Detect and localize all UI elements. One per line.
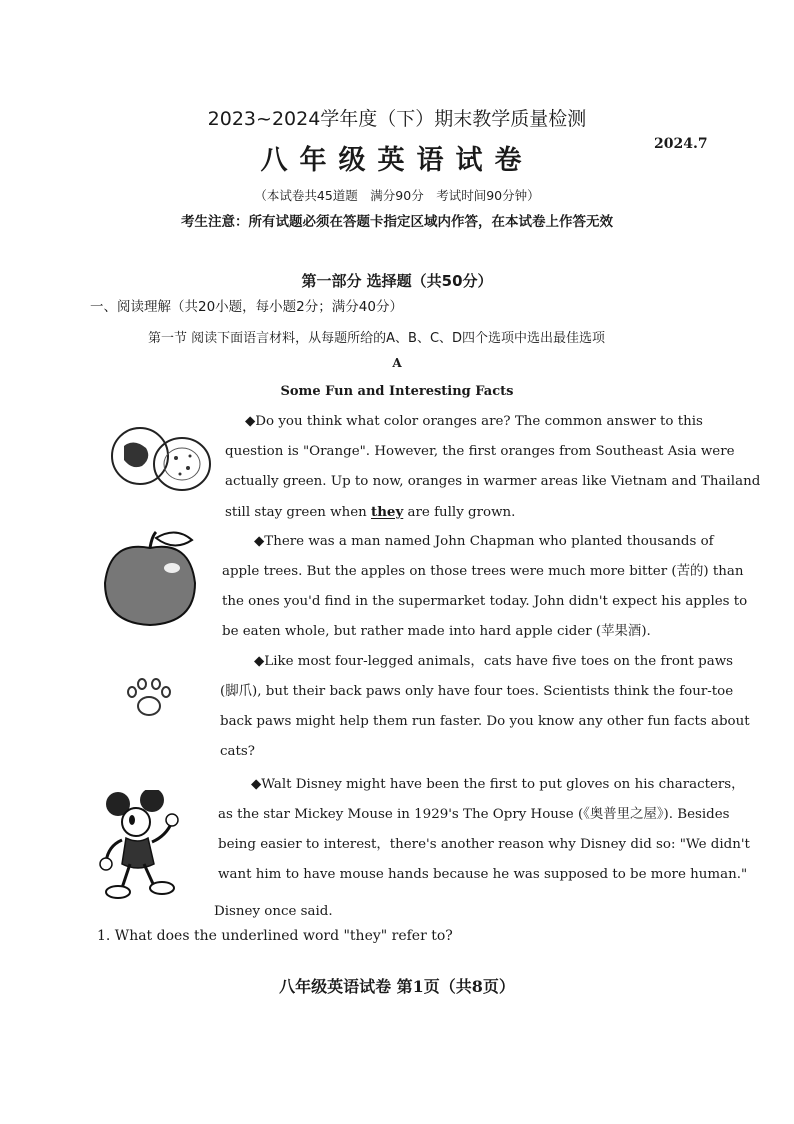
fact4-line2: as the star Mickey Mouse in 1929's The Opry House (《奥普里之屋》). Besides xyxy=(218,807,730,822)
exam-date: 2024.7 xyxy=(654,136,708,152)
fact4-line5: Disney once said. xyxy=(214,904,333,919)
fact4-line4: want him to have mouse hands because he was supposed to be more human." xyxy=(218,867,748,882)
question-1: 1. What does the underlined word "they" refer to? xyxy=(97,928,453,944)
exam-title: 2023~2024学年度（下）期末教学质量检测 xyxy=(207,108,587,130)
fact3-line3: back paws might help them run faster. Do you know any other fun facts about xyxy=(220,714,750,729)
underlined-word: they xyxy=(371,504,404,520)
exam-info: （本试卷共45道题 满分90分 考试时间90分钟） xyxy=(254,188,540,203)
paw-print-icon xyxy=(124,676,174,718)
part-title: 第一部分 选择题（共50分） xyxy=(301,272,493,290)
fact1-line2: question is "Orange". However, the first oranges from Southeast Asia were xyxy=(225,444,735,459)
passage-letter: A xyxy=(392,356,402,370)
fact3-line4: cats? xyxy=(220,744,255,759)
fact4-line1: ◆Walt Disney might have been the first to put gloves on his characters， xyxy=(251,777,745,792)
fact1-line3: actually green. Up to now, oranges in warmer areas like Vietnam and Thailand xyxy=(225,474,761,489)
exam-notice: 考生注意：所有试题必须在答题卡指定区域内作答，在本试卷上作答无效 xyxy=(181,214,613,230)
section-instruction: 第一节 阅读下面语言材料，从每题所给的A、B、C、D四个选项中选出最佳选项 xyxy=(148,331,606,346)
fact1-line1: ◆Do you think what color oranges are? The common answer to this xyxy=(245,414,703,429)
fact2-line3: the ones you'd find in the supermarket today. John didn't expect his apples to xyxy=(222,594,748,609)
fact2-line4: be eaten whole, but rather made into hard apple cider (苹果酒). xyxy=(222,624,651,639)
fact3-line2: (脚爪), but their back paws only have four toes. Scientists think the four-toe xyxy=(220,684,734,699)
page-footer: 八年级英语试卷 第1页（共8页） xyxy=(279,977,515,996)
fact1-line4: still stay green when they are fully grown. xyxy=(225,504,516,520)
fact2-line1: ◆There was a man named John Chapman who planted thousands of xyxy=(254,534,714,549)
subject-title: 八年级英语试卷 xyxy=(260,145,534,176)
fact3-line1: ◆Like most four-legged animals，cats have five toes on the front paws xyxy=(254,654,734,669)
orange-illustration-icon xyxy=(104,424,214,496)
fact2-line2: apple trees. But the apples on those trees were much more bitter (苦的) than xyxy=(222,564,744,579)
fact4-line3: being easier to interest，there's another reason why Disney did so: "We didn't xyxy=(218,837,750,852)
section-title: 一、阅读理解（共20小题，每小题2分；满分40分） xyxy=(90,299,403,315)
mickey-mouse-illustration-icon xyxy=(98,790,184,902)
passage-title: Some Fun and Interesting Facts xyxy=(280,384,514,399)
apple-illustration-icon xyxy=(100,528,200,628)
